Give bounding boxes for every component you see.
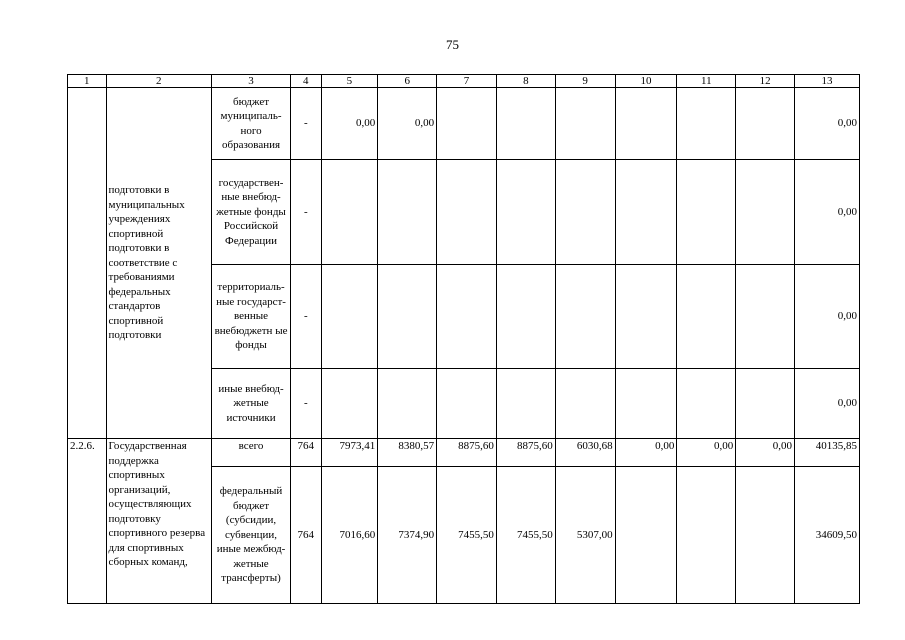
total-cell: 0,00 bbox=[795, 264, 860, 368]
value-cell: 7455,50 bbox=[496, 467, 555, 604]
value-cell bbox=[615, 88, 677, 160]
header-cell: 4 bbox=[291, 75, 321, 88]
value-cell bbox=[615, 160, 677, 264]
value-cell: 6030,68 bbox=[555, 439, 615, 467]
funding-source-cell: территориаль-ные государст-венные внебюджетн ые фонды bbox=[211, 264, 290, 368]
value-cell bbox=[496, 369, 555, 439]
value-cell bbox=[736, 160, 795, 264]
header-cell: 12 bbox=[736, 75, 795, 88]
code-cell: - bbox=[291, 88, 321, 160]
value-cell bbox=[437, 369, 497, 439]
header-cell: 13 bbox=[795, 75, 860, 88]
value-cell bbox=[496, 160, 555, 264]
header-cell: 3 bbox=[211, 75, 290, 88]
value-cell: 0,00 bbox=[615, 439, 677, 467]
funding-source-cell: бюджет муниципаль-ного образования bbox=[211, 88, 290, 160]
total-cell: 0,00 bbox=[795, 88, 860, 160]
value-cell: 8875,60 bbox=[496, 439, 555, 467]
row-number-cell bbox=[68, 88, 107, 439]
row-number-cell: 2.2.6. bbox=[68, 439, 107, 604]
value-cell bbox=[677, 88, 736, 160]
total-cell: 0,00 bbox=[795, 369, 860, 439]
value-cell: 7973,41 bbox=[321, 439, 378, 467]
funding-source-cell: всего bbox=[211, 439, 290, 467]
value-cell: 7455,50 bbox=[437, 467, 497, 604]
value-cell bbox=[496, 264, 555, 368]
value-cell bbox=[437, 160, 497, 264]
activity-name-cell: Государственная поддержка спортивных организаций, осуществляющих подготовку спортивного резерва для спортивных сборных команд, bbox=[106, 439, 211, 604]
table-row bbox=[68, 439, 860, 467]
funding-source-cell: иные внебюд-жетные источники bbox=[211, 369, 290, 439]
value-cell bbox=[437, 264, 497, 368]
header-cell: 10 bbox=[615, 75, 677, 88]
code-cell: 764 bbox=[291, 467, 321, 604]
value-cell bbox=[615, 369, 677, 439]
value-cell: 7374,90 bbox=[378, 467, 437, 604]
value-cell bbox=[555, 160, 615, 264]
value-cell bbox=[677, 467, 736, 604]
value-cell bbox=[378, 160, 437, 264]
value-cell: 0,00 bbox=[321, 88, 378, 160]
value-cell: 0,00 bbox=[378, 88, 437, 160]
value-cell: 5307,00 bbox=[555, 467, 615, 604]
value-cell: 0,00 bbox=[677, 439, 736, 467]
value-cell bbox=[378, 369, 437, 439]
header-cell: 5 bbox=[321, 75, 378, 88]
value-cell bbox=[555, 88, 615, 160]
value-cell bbox=[677, 369, 736, 439]
header-cell: 8 bbox=[496, 75, 555, 88]
header-row bbox=[68, 75, 860, 88]
value-cell: 8875,60 bbox=[437, 439, 497, 467]
budget-table bbox=[67, 74, 860, 604]
total-cell: 34609,50 bbox=[795, 467, 860, 604]
value-cell: 8380,57 bbox=[378, 439, 437, 467]
header-cell: 2 bbox=[106, 75, 211, 88]
total-cell: 40135,85 bbox=[795, 439, 860, 467]
value-cell bbox=[736, 369, 795, 439]
value-cell bbox=[615, 467, 677, 604]
header-cell: 9 bbox=[555, 75, 615, 88]
total-cell: 0,00 bbox=[795, 160, 860, 264]
value-cell bbox=[321, 160, 378, 264]
code-cell: 764 bbox=[291, 439, 321, 467]
value-cell bbox=[555, 264, 615, 368]
value-cell bbox=[736, 467, 795, 604]
funding-source-cell: федеральный бюджет (субсидии, субвенции, иные межбюд-жетные трансферты) bbox=[211, 467, 290, 604]
value-cell bbox=[321, 264, 378, 368]
value-cell bbox=[496, 88, 555, 160]
table-row bbox=[68, 88, 860, 160]
value-cell: 7016,60 bbox=[321, 467, 378, 604]
activity-name-cell: подготовки в муниципальных учреждениях спортивной подготовки в соответствие с требованиями федеральных стандартов спортивной подготовки bbox=[106, 88, 211, 439]
code-cell: - bbox=[291, 369, 321, 439]
value-cell bbox=[677, 264, 736, 368]
header-cell: 6 bbox=[378, 75, 437, 88]
page-number: 75 bbox=[446, 37, 459, 52]
value-cell bbox=[555, 369, 615, 439]
value-cell bbox=[677, 160, 736, 264]
value-cell: 0,00 bbox=[736, 439, 795, 467]
code-cell: - bbox=[291, 160, 321, 264]
value-cell bbox=[736, 264, 795, 368]
header-cell: 7 bbox=[437, 75, 497, 88]
funding-source-cell: государствен-ные внебюд-жетные фонды Российской Федерации bbox=[211, 160, 290, 264]
value-cell bbox=[437, 88, 497, 160]
header-cell: 11 bbox=[677, 75, 736, 88]
value-cell bbox=[378, 264, 437, 368]
value-cell bbox=[321, 369, 378, 439]
header-cell: 1 bbox=[68, 75, 107, 88]
code-cell: - bbox=[291, 264, 321, 368]
value-cell bbox=[736, 88, 795, 160]
value-cell bbox=[615, 264, 677, 368]
